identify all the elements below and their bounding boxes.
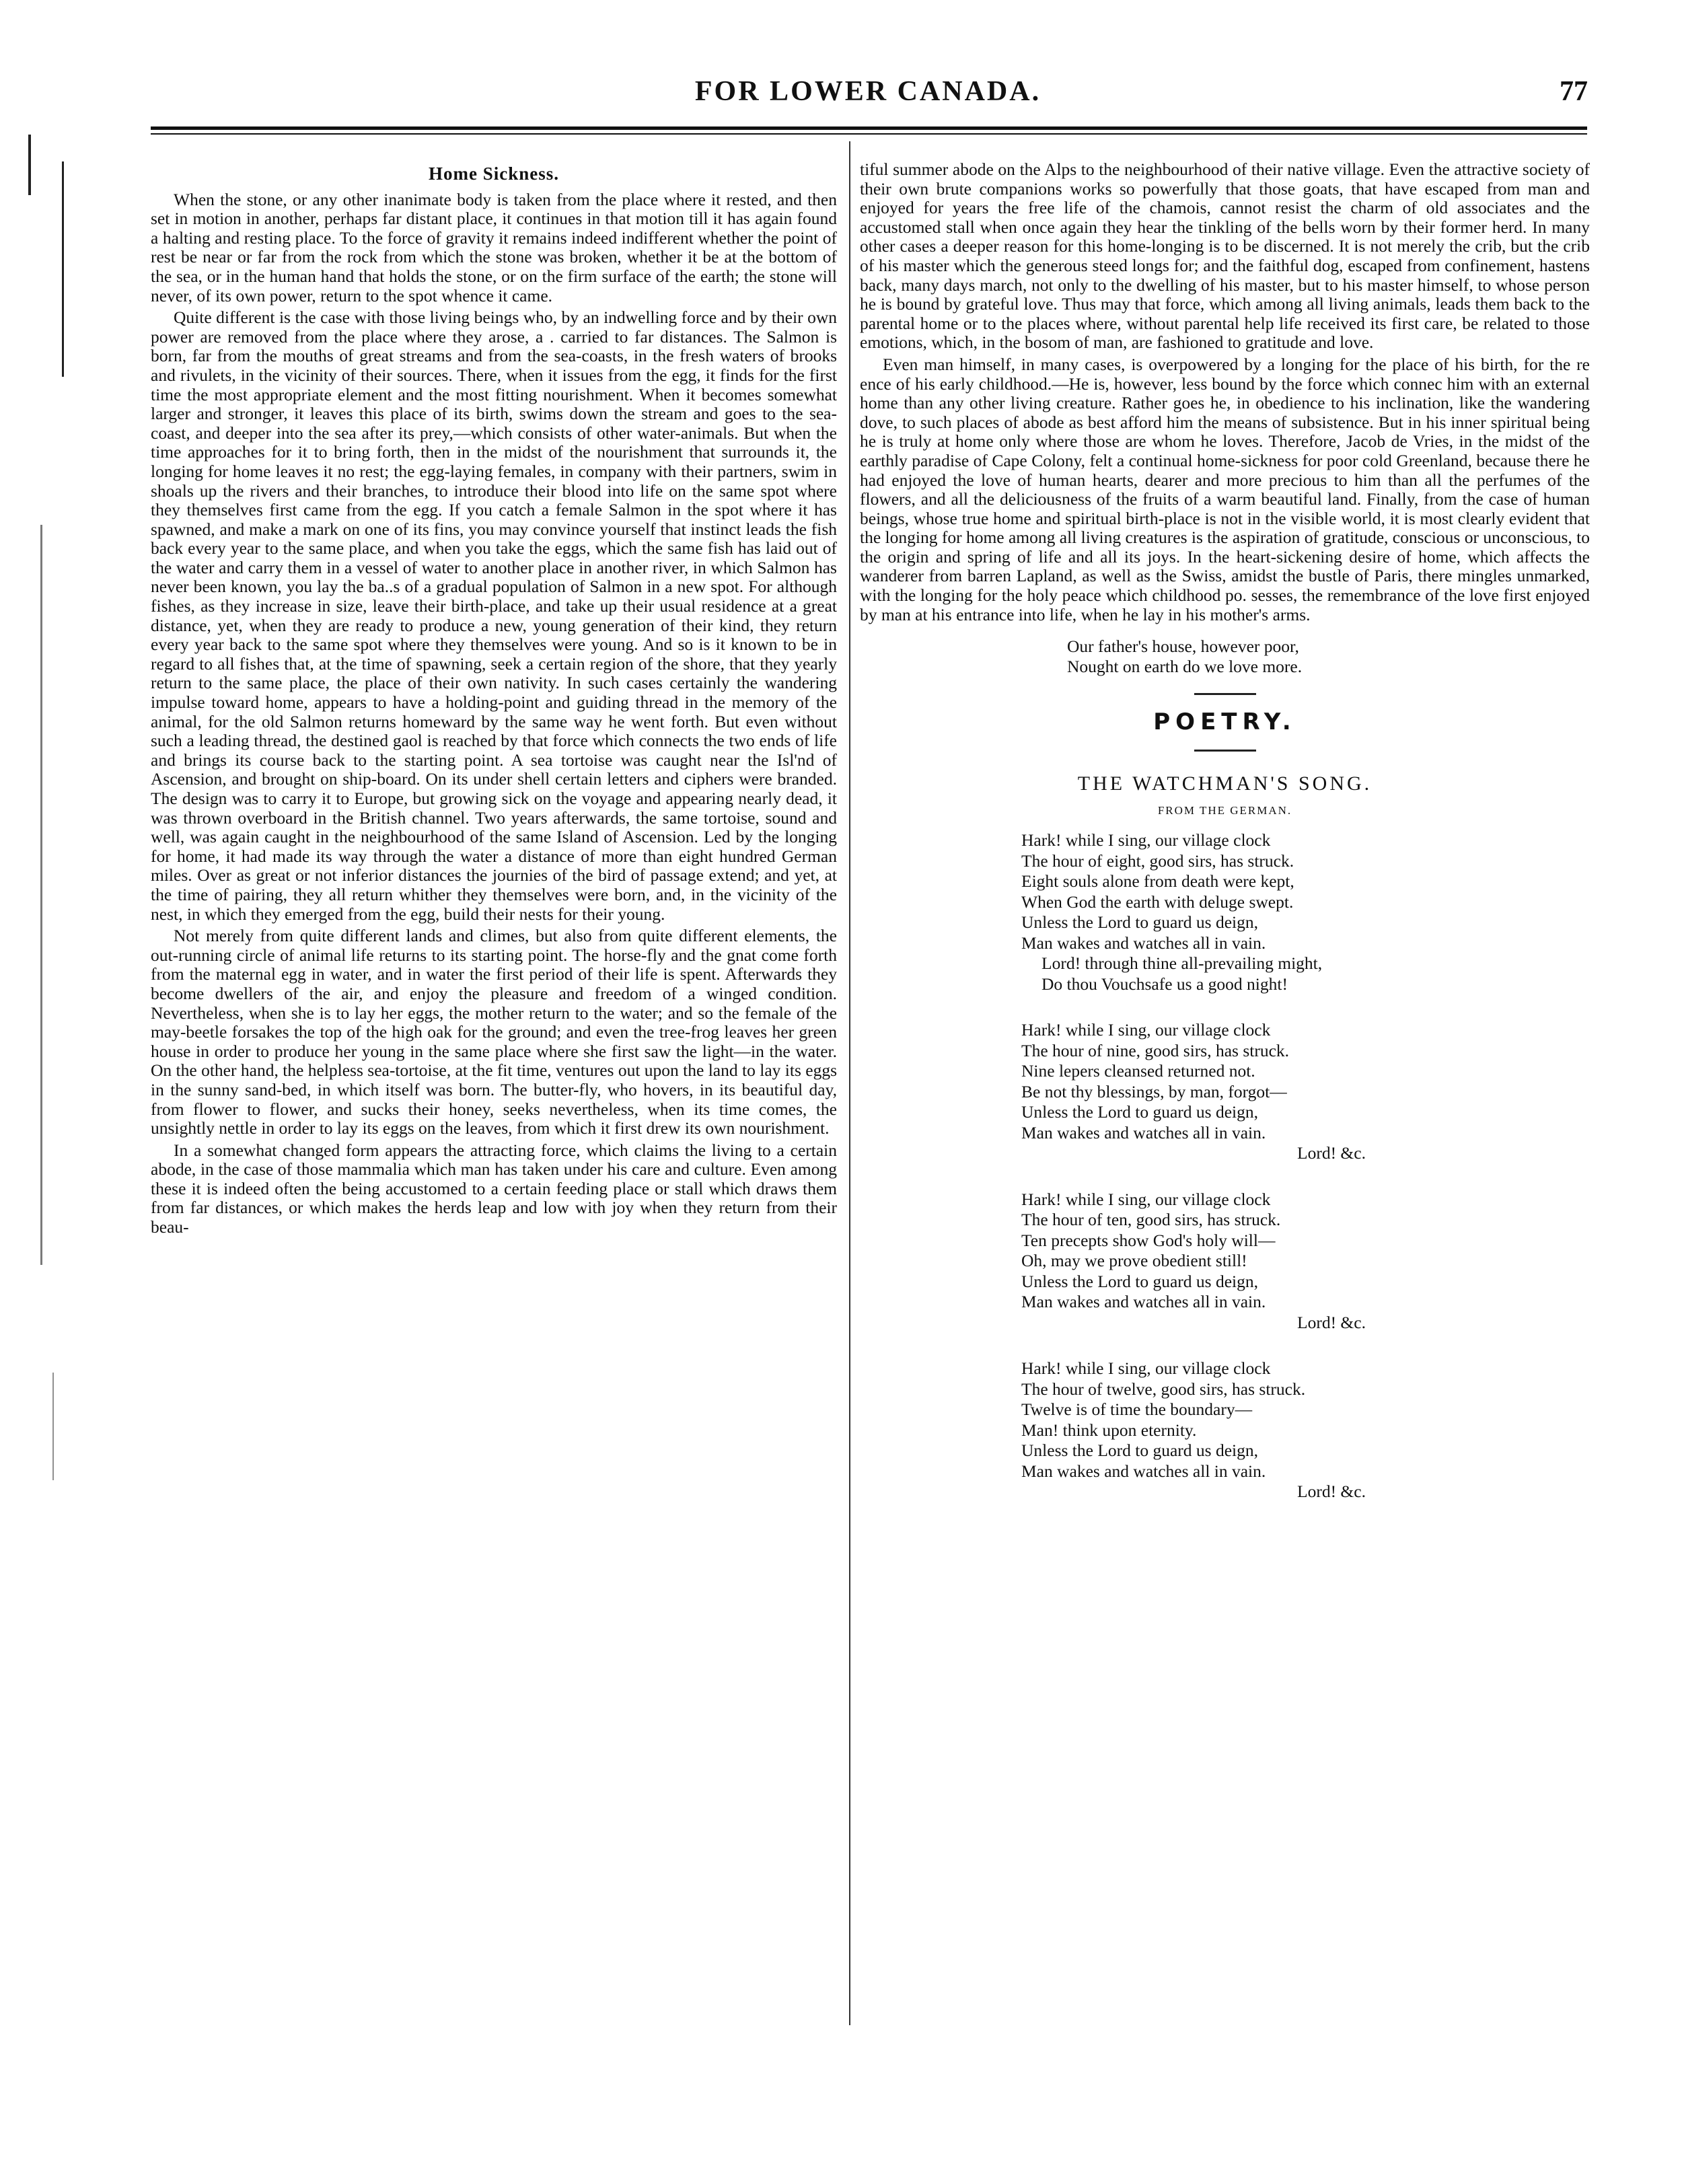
verse-line: Man wakes and watches all in vain. [1021, 1461, 1266, 1481]
refrain-close: Lord! &c. [1297, 1143, 1366, 1163]
verse-line: Unless the Lord to guard us deign, [1021, 1271, 1258, 1291]
header-rule [151, 126, 1587, 130]
binding-mark [62, 161, 64, 377]
running-head [148, 75, 1588, 116]
verse-line: Hark! while I sing, our village clock [1021, 1020, 1271, 1040]
paragraph: Quite different is the case with those living beings who, by an indwelling force and by their own power are removed from the place where they arose, a . carried to far distances. The Salmon is born, far from the mouths of great streams and from the sea-coasts, in the fresh waters of brooks and rivulets, in the vicinity of their sources. There, when it issues from the egg, it finds for the first time the most appropriate element and the most fitting nourishment. When it becomes somewhat larger and stronger, it leaves this place of its birth, swims down the stream and goes to the sea-coast, and deeper into the sea after its prey,—which consists of other water-animals. But when the time approaches for it to bring forth, then in the midst of the nourishment that surrounds it, the longing for home leaves it no rest; the egg-laying females, in company with their partners, swim in shoals up the rivers and their branches, to introduce their blood into life on the same spot where they themselves first came from the egg. If you catch a female Salmon in the spot where it has spawned, and make a mark on one of its fins, you may convince yourself that instinct leads the fish back every year to the same place, and when you take the eggs, which the same fish has laid out of the water and carry them in a vessel of water to another place in another river, in which Salmon has never been known, you lay the ba..s of a gradual population of Salmon in a new spot. For although fishes, as they increase in size, leave their birth-place, and take up their usual residence at a great distance, yet, when they are ready to produce a new, young generation of their kind, they return every year back to the same spot where they themselves were young. And so is it known to be in regard to all fishes that, at the time of spawning, seek a certain region of the shore, that they yearly return to the same place, the place of their own nativity. In such cases certainly the wandering impulse toward home, appears to have a holding-point and guiding thread in the memory of the animal, for the old Salmon returns homeward by the same way he went forth. But even without such a leading thread, the destined gaol is reached by that force which connects the two ends of life and brings its course back to the starting point. A sea tortoise was caught near the Isl'nd of Ascension, and brought on ship-board. On its under shell certain letters and ciphers were branded. The design was to carry it to Europe, but growing sick on the voyage and appearing nearly dead, it was thrown overboard in the British channel. Two years afterwards, the same tortoise, sound and well, was again caught in the neighbourhood of the same Island of Ascension. Led by the longing for home, it had made its way through the water a distance of more than eight hundred German miles. Over as great or not inferior distances the journies of the bird of passage extend; and yet, at the time of pairing, they all return whither they themselves were born, and, in the vicinity of the nest, in which they emerged from the egg, build their nests for their young. [151, 307, 837, 924]
verse-line: Be not thy blessings, by man, forgot— [1021, 1081, 1287, 1101]
couplet-line: Nought on earth do we love more. [1067, 657, 1303, 677]
verse-line: Man wakes and watches all in vain. [1021, 1292, 1266, 1312]
stanza [1021, 1020, 1590, 1164]
stanza [1021, 1190, 1590, 1334]
verse-line: Unless the Lord to guard us deign, [1021, 912, 1258, 933]
paragraph: In a somewhat changed form appears the attracting force, which claims the living to a certain abode, in the case of those mammalia which man has taken under his care and culture. Even among these it is indeed often the being accustomed to a certain feeding place or stall which draws them from far distances, or which makes the herds leap and low with joy when they return from their beau- [151, 1140, 837, 1237]
verse-line: Do thou Vouchsafe us a good night! [1041, 974, 1288, 994]
paragraph: Even man himself, in many cases, is overpowered by a longing for the place of his birth, for the re ence of his early childhood.—He is, however, less bound by the force which connec him with an external home than any other living creature. Rather goes he, in obedience to his inclination, like the wandering dove, to such places of abode as best afford him the means of subsistence. But in his inner spiritual being he is truly at home only where those are whom he loves. Therefore, Jacob de Vries, in the midst of the earthly paradise of Cape Colony, felt a continual home-sickness for poor cold Greenland, because there he had enjoyed the love of human hearts, dearer and more precious to him than all the perfumes of the flowers, and all the deliciousness of the fruits of a warm beautiful land. Finally, from the case of human beings, whose true home and spiritual birth-place is not in the visible world, it is most clearly evident that the longing for home among all living creatures is the aspiration of gratitude, conscious or unconscious, to the origin and spring of life and all its joys. In the heart-sickening desire of home, which affects the wanderer from barren Lapland, as well as the Swiss, amidst the bustle of Paris, there mingles unmarked, with the longing for the holy peace which childhood po. sesses, the remembrance of the love first enjoyed by man at his entrance into life, when he lay in his mother's arms. [860, 354, 1590, 624]
binding-mark [40, 525, 42, 1265]
stanza [1021, 1358, 1590, 1502]
running-title: FOR LOWER CANADA. [694, 76, 1041, 107]
verse-line: Unless the Lord to guard us deign, [1021, 1441, 1258, 1461]
stanza [1021, 830, 1590, 994]
verse-line: Hark! while I sing, our village clock [1021, 830, 1271, 850]
paragraph: When the stone, or any other inanimate body is taken from the place where it rested, and then set in motion in another, perhaps far distant place, it continues in that motion till it has again found a halting and resting place. To the force of gravity it remains indeed indifferent whether the point of rest be near or far from the rock from which the stone was broken, whether it be at the bottom of the sea, or in the human hand that holds the stone, or on the firm surface of the earth; the stone will never, of its own power, return to the spot whence it came. [151, 189, 837, 305]
verse-line: The hour of ten, good sirs, has struck. [1021, 1210, 1281, 1230]
poem-subtitle: FROM THE GERMAN. [1157, 804, 1292, 817]
verse-line: Ten precepts show God's holy will— [1021, 1230, 1276, 1250]
verse-line: Nine lepers cleansed returned not. [1021, 1061, 1255, 1081]
couplet-line: Our father's house, however poor, [1067, 636, 1299, 657]
verse-line: When God the earth with deluge swept. [1021, 891, 1294, 912]
section-rule [1194, 693, 1256, 695]
verse-line: Hark! while I sing, our village clock [1021, 1189, 1271, 1209]
paragraph: Not merely from quite different lands and climes, but also from quite different elements, the out-running circle of animal life returns to its starting point. The horse-fly and the gnat come forth from the maternal egg in water, and in water the first period of their life is spent. Afterwards they become dwellers of the air, and enjoy the pleasure and freedom of a winged condition. Nevertheless, when she is to lay her eggs, the mother return to the water; and so the female of the may-beetle forsakes the top of the high oak for the ground; and even the tree-frog leaves her green house in order to produce her young in the same place where she first saw the light—in the water. On the other hand, the helpless sea-tortoise, at the fit time, ventures out upon the land to lay its eggs in the sunny sand-bed, in which itself was born. The butter-fly, who hovers, in its beautiful day, from flower to flower, and sucks their honey, seeks nevertheless, when its time comes, the unsightly nettle in order to lay its eggs on the leaves, from which it first drew its own nourishment. [151, 926, 837, 1138]
binding-mark [28, 135, 31, 195]
verse-line: Twelve is of time the boundary— [1021, 1399, 1253, 1420]
verse-line: The hour of nine, good sirs, has struck. [1021, 1040, 1290, 1060]
verse-line: Man wakes and watches all in vain. [1021, 1122, 1266, 1142]
left-column [151, 160, 837, 1240]
verse-line: The hour of twelve, good sirs, has struck. [1021, 1379, 1306, 1399]
binding-mark [52, 1373, 54, 1480]
poetry-heading: POETRY. [1153, 708, 1296, 736]
verse-line: Oh, may we prove obedient still! [1021, 1251, 1247, 1271]
poem-title: THE WATCHMAN'S SONG. [1077, 772, 1373, 795]
section-rule [1194, 750, 1256, 752]
verse-line: Man wakes and watches all in vain. [1021, 933, 1266, 953]
paragraph: tiful summer abode on the Alps to the neighbourhood of their native village. Even the attractive society of their own brute companions works so powerfully that those goats, that have escaped from man and enjoyed for years the free life of the chamois, cannot resist the charm of old associates and the accustomed stall when once again they hear the tinkling of the bells worn by their former herd. In many other cases a deeper reason for this home-longing is to be discerned. It is not merely the crib, but the crib of his master which the generous steed longs for; and the faithful dog, escaped from confinement, hastens back, many days march, not only to the dwelling of his master, but to his master himself, to whose person he is bound by grateful love. Thus may that force, which among all living animals, leads them back to the parental home or to the places where, without parental help life received its first care, be related to those emotions, which, in the bosom of man, are fashioned to gratitude and love. [860, 159, 1590, 353]
verse-line: Lord! through thine all-prevailing might, [1041, 953, 1323, 974]
verse-line: Man! think upon eternity. [1021, 1420, 1197, 1440]
article-title: Home Sickness. [428, 163, 559, 184]
right-column [860, 160, 1590, 1528]
verse-line: Unless the Lord to guard us deign, [1021, 1102, 1258, 1122]
refrain-close: Lord! &c. [1297, 1312, 1366, 1332]
refrain-close: Lord! &c. [1297, 1482, 1366, 1502]
column-divider [849, 141, 850, 2025]
verse-line: Hark! while I sing, our village clock [1021, 1358, 1271, 1379]
closing-couplet [1067, 636, 1590, 677]
page-number: 77 [1560, 76, 1588, 107]
verse-line: The hour of eight, good sirs, has struck. [1021, 850, 1294, 871]
header-rule-thin [151, 133, 1587, 135]
verse-line: Eight souls alone from death were kept, [1021, 871, 1294, 891]
